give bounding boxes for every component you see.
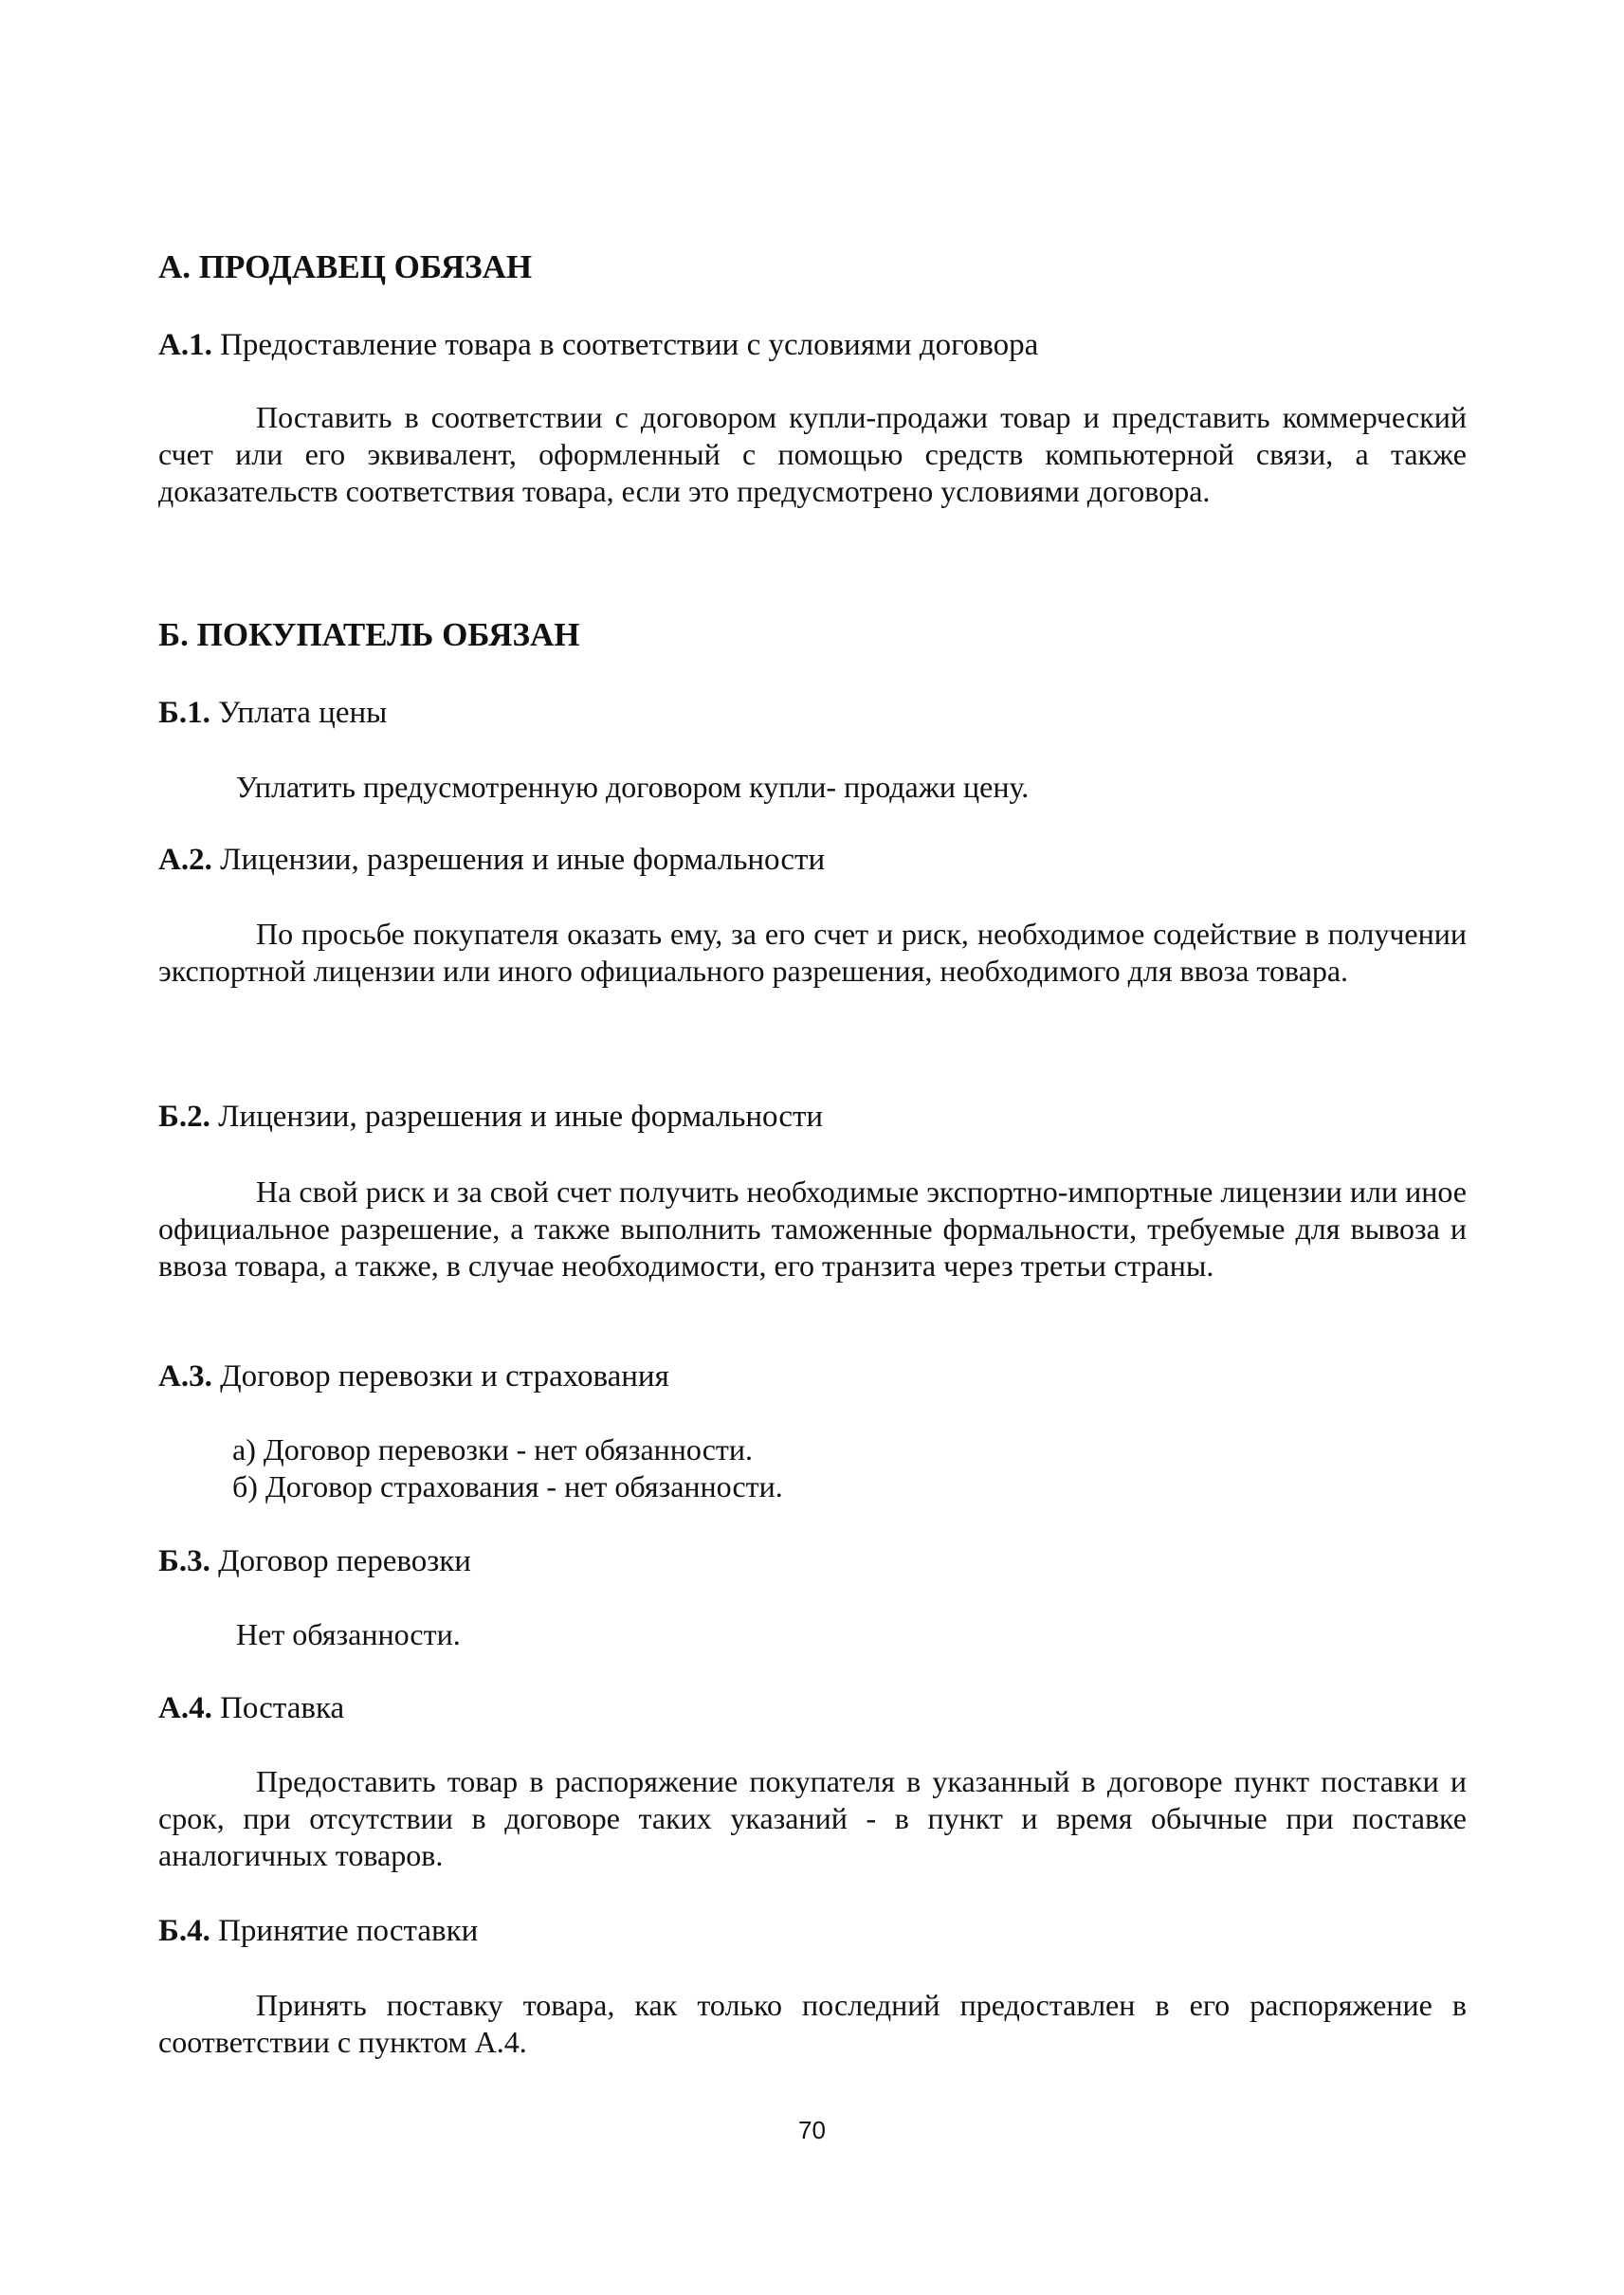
- clause-a2-heading: [158, 841, 825, 879]
- clause-a4-text: Предоставить товар в распоряжение покупателя в указанный в договоре пункт поставки и срок, при отсутствии в договоре таких указаний - в пункт и время обычные при поставке аналогичных товаров.: [158, 1764, 1467, 1872]
- clause-title: Поставка: [220, 1691, 345, 1725]
- clause-number: А.1.: [158, 328, 212, 362]
- clause-number: Б.3.: [158, 1544, 210, 1578]
- clause-number: А.3.: [158, 1359, 212, 1393]
- clause-title: Договор перевозки и страхования: [220, 1359, 669, 1393]
- clause-b2-heading: [158, 1098, 823, 1136]
- clause-b2-text: На свой риск и за свой счет получить необходимые экспортно-импортные лицензии или иное официальное разрешение, а также выполнить таможенные формальности, требуемые для вывоза и ввоза товара, а также, в случае необходимости, его транзита через третьи страны.: [158, 1175, 1467, 1283]
- clause-a1-heading: [158, 326, 1038, 364]
- section-heading-seller: А. ПРОДАВЕЦ ОБЯЗАН: [158, 248, 533, 285]
- clause-b1-text: Уплатить предусмотренную договором купли- продажи цену.: [236, 770, 1030, 804]
- clause-a1-text: Поставить в соответствии с договором купли-продажи товар и представить коммерческий счет или его эквивалент, оформленный с помощью средств компьютерной связи, а также доказательств соответствия товара, если это предусмотрено условиями договора.: [158, 400, 1467, 508]
- clause-number: Б.4.: [158, 1914, 210, 1948]
- clause-a2-text: По просьбе покупателя оказать ему, за его счет и риск, необходимое содействие в получении экспортной лицензии или иного официального разрешения, необходимого для ввоза товара.: [158, 917, 1467, 988]
- clause-title: Предоставление товара в соответствии с условиями договора: [220, 328, 1039, 362]
- clause-b3-text: Нет обязанности.: [236, 1617, 461, 1651]
- list-item: б) Договор страхования - нет обязанности.: [232, 1469, 783, 1503]
- clause-b3-heading: [158, 1542, 471, 1580]
- clause-number: Б.1.: [158, 696, 210, 730]
- clause-title: Уплата цены: [218, 696, 388, 730]
- clause-b4-text: Принять поставку товара, как только последний предоставлен в его распоряжение в соответствии с пунктом А.4.: [158, 1988, 1467, 2059]
- clause-number: А.2.: [158, 843, 212, 877]
- clause-number: А.4.: [158, 1691, 212, 1725]
- clause-number: Б.2.: [158, 1100, 210, 1134]
- clause-title: Лицензии, разрешения и иные формальности: [218, 1100, 824, 1134]
- section-heading-buyer: Б. ПОКУПАТЕЛЬ ОБЯЗАН: [158, 616, 580, 653]
- page-number: 70: [798, 2116, 826, 2144]
- clause-a4-heading: [158, 1689, 344, 1727]
- clause-b4-heading: [158, 1912, 478, 1950]
- clause-title: Принятие поставки: [218, 1914, 479, 1948]
- clause-b1-heading: [158, 694, 387, 732]
- clause-title: Договор перевозки: [218, 1544, 471, 1578]
- clause-a3-list: [232, 1431, 783, 1505]
- list-item: а) Договор перевозки - нет обязанности.: [232, 1432, 754, 1466]
- clause-title: Лицензии, разрешения и иные формальности: [220, 843, 826, 877]
- clause-a3-heading: [158, 1357, 669, 1395]
